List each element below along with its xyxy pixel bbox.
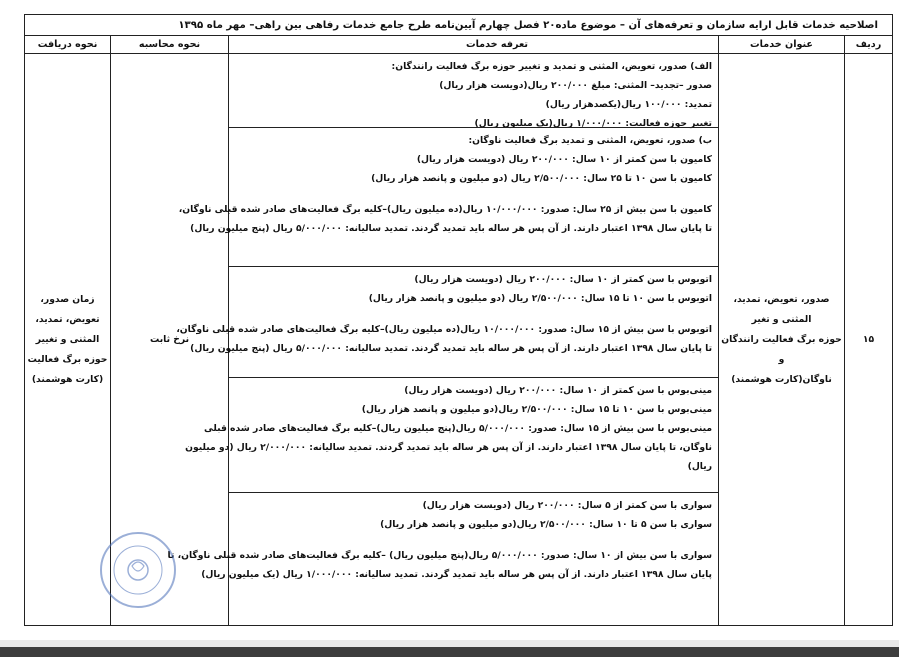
header-calculation: نحوه محاسبه [111, 36, 229, 54]
line-gap [235, 534, 712, 546]
service-title-line: حوزه برگ فعالیت رانندگان و [721, 333, 842, 365]
tariff-block [229, 54, 718, 127]
tariff-line: تمدید: ۱۰۰/۰۰۰ ریال(یکصدهزار ریال) [545, 99, 713, 110]
viewer-bottom-bar [0, 647, 899, 657]
tariff-line: ب) صدور، تعویض، المثنی و تمدید برگ فعالیت ناوگان: [468, 135, 713, 146]
tariff-line: کامیون با سن ۱۰ تا ۲۵ سال: ۲/۵۰۰/۰۰۰ ریال (دو میلیون و پانصد هزار ریال) [371, 173, 713, 184]
receipt-method-line: تعویض، تمدید، [35, 313, 100, 325]
service-title-line: صدور، تعویض، تمدید، المثنی و تغیر [733, 293, 830, 325]
tariff-block [176, 266, 718, 377]
tariff-line: تا پایان سال ۱۳۹۸ اعتبار دارند. از آن پس هر ساله باید تمدید گردند. تمدید سالیانه: ۵/۰۰۰/۰۰۰ ریال (پنج میلیون ریال) [190, 223, 713, 234]
receipt-method-line: المثنی و تغییر [35, 333, 100, 345]
tariff-line: تغییر حوزه فعالیت: ۱/۰۰۰/۰۰۰ ریال(یک میلیون ریال) [474, 118, 713, 129]
header-tariff: تعرفه خدمات [229, 36, 719, 54]
tariff-line: الف) صدور، تعویض، المثنی و تمدید و تغییر حوزه برگ فعالیت رانندگان: [391, 61, 713, 72]
tariff-line: سواری با سن کمتر از ۵ سال: ۲۰۰/۰۰۰ ریال (دویست هزار ریال) [422, 500, 713, 511]
document-title: اصلاحیه خدمات قابل ارایه سازمان و تعرفه‌های آن – موضوع ماده۲۰ فصل چهارم آیین‌نامه طرح جامع خدمات رفاهی بین راهی– مهر ماه ۱۳۹۵ [25, 15, 893, 36]
receipt-method-line: زمان صدور، [40, 293, 95, 305]
tariff-line: مینی‌بوس با سن ۱۰ تا ۱۵ سال: ۲/۵۰۰/۰۰۰ ریال(دو میلیون و پانصد هزار ریال) [361, 404, 713, 415]
service-title-line: ناوگان(کارت هوشمند) [731, 373, 832, 385]
tariff-line: ریال) [687, 461, 713, 472]
tariff-line: تا پایان سال ۱۳۹۸ اعتبار دارند. از آن پس هر ساله باید تمدید گردند. تمدید سالیانه: ۵/۰۰۰/۰۰۰ ریال (پنج میلیون ریال) [190, 343, 713, 354]
service-title-cell [719, 54, 845, 626]
tariff-line: پایان سال ۱۳۹۸ اعتبار دارند. از آن پس هر ساله باید تمدید گردند. تمدید سالیانه: ۱/۰۰۰/۰۰۰ ریال (یک میلیون ریال) [201, 569, 713, 580]
office-stamp [98, 530, 178, 610]
tariff-line: سواری با سن ۵ تا ۱۰ سال: ۲/۵۰۰/۰۰۰ ریال(دو میلیون و پانصد هزار ریال) [380, 519, 713, 530]
line-gap [235, 188, 712, 200]
tariff-block [178, 127, 718, 266]
tariff-block [167, 492, 718, 624]
tariff-line: اتوبوس با سن بیش از ۱۵ سال: صدور: ۱۰/۰۰۰/۰۰۰ ریال(ده میلیون ریال)–کلیه برگ فعالیت‌های صادر شده قبلی ناوگان، [176, 324, 713, 335]
tariff-line: اتوبوس با سن کمتر از ۱۰ سال: ۲۰۰/۰۰۰ ریال (دویست هزار ریال) [414, 274, 713, 285]
receipt-method-line: (کارت هوشمند) [31, 373, 104, 385]
tariff-line: ناوگان، تا پایان سال ۱۳۹۸ اعتبار دارند. از آن پس هر ساله باید تمدید گردند. تمدید سالیانه: ۲/۰۰۰/۰۰۰ ریال (دو میلیون [185, 442, 713, 453]
line-gap [235, 308, 712, 320]
tariff-line: سواری با سن بیش از ۱۰ سال: صدور: ۵/۰۰۰/۰۰۰ ریال(پنج میلیون ریال) –کلیه برگ فعالیت‌های صادر شده قبلی ناوگان، تا [167, 550, 713, 561]
tariff-line: کامیون با سن بیش از ۲۵ سال: صدور: ۱۰/۰۰۰/۰۰۰ ریال(ده میلیون ریال)–کلیه برگ فعالیت‌های صادر شده قبلی ناوگان، [178, 204, 713, 215]
scan-edge [0, 640, 899, 647]
tariff-line: کامیون با سن کمتر از ۱۰ سال: ۲۰۰/۰۰۰ ریال (دویست هزار ریال) [416, 154, 713, 165]
tariff-line: صدور –تجدید– المثنی: مبلغ ۲۰۰/۰۰۰ ریال(دویست هزار ریال) [439, 80, 713, 91]
tariff-line: مینی‌بوس با سن کمتر از ۱۰ سال: ۲۰۰/۰۰۰ ریال (دویست هزار ریال) [404, 385, 713, 396]
tariff-line: اتوبوس با سن ۱۰ تا ۱۵ سال: ۲/۵۰۰/۰۰۰ ریال (دو میلیون و پانصد هزار ریال) [368, 293, 713, 304]
row-number: ۱۵ [845, 54, 893, 626]
header-row-number: ردیف [845, 36, 893, 54]
receipt-method-line: حوزه برگ فعالیت [27, 353, 108, 365]
tariff-line: مینی‌بوس با سن بیش از ۱۵ سال: صدور: ۵/۰۰۰/۰۰۰ ریال(پنج میلیون ریال)–کلیه برگ فعالیت‌های صادر شده قبلی [204, 423, 713, 434]
tariff-block [185, 377, 718, 492]
header-receipt: نحوه دریافت [25, 36, 111, 54]
calculation-method: نرخ ثابت [111, 54, 229, 626]
header-service-title: عنوان خدمات [719, 36, 845, 54]
